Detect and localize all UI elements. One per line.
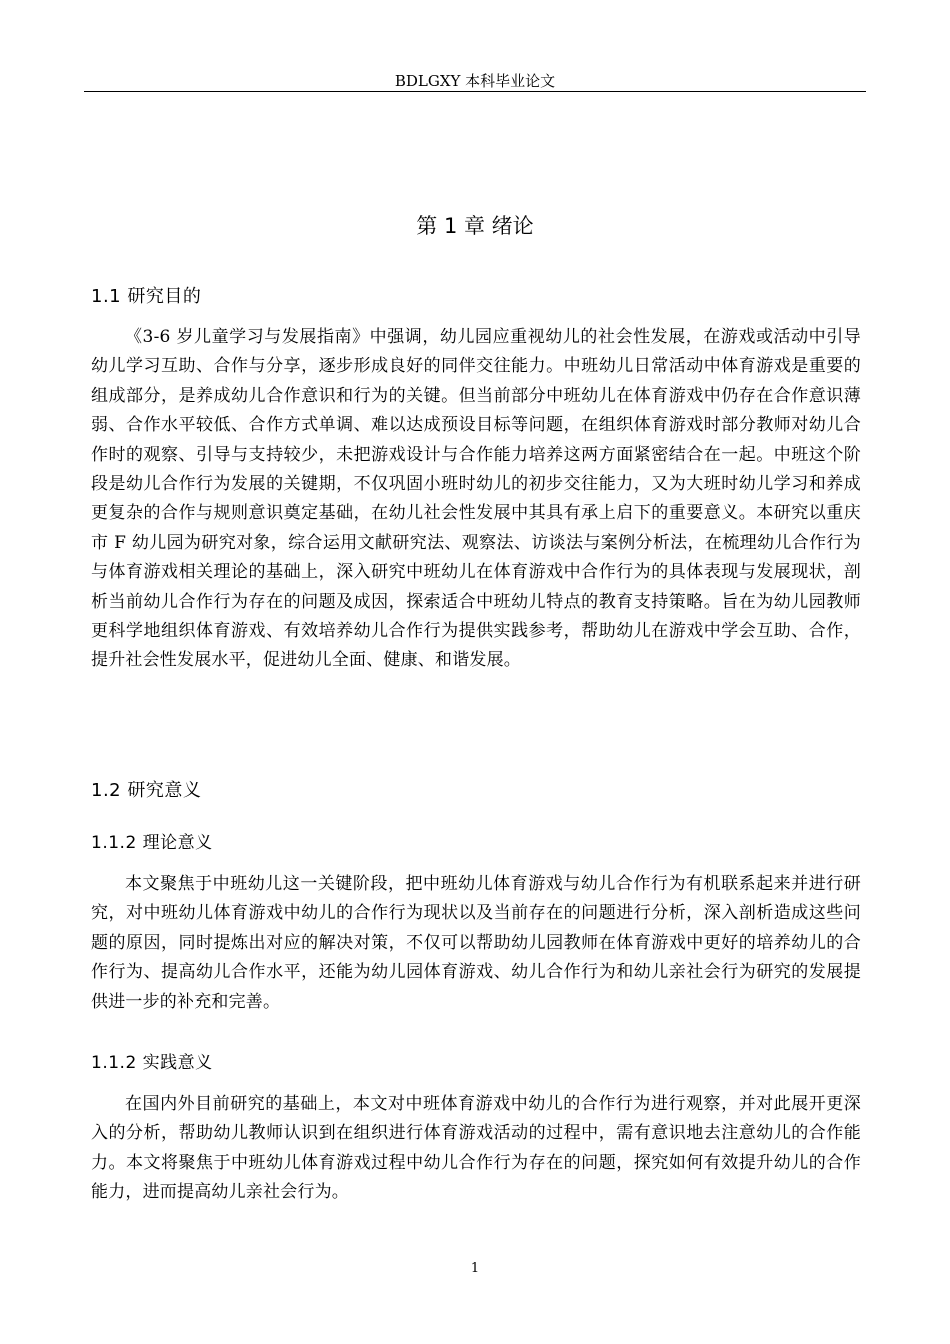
paragraph-practical-significance: 在国内外目前研究的基础上，本文对中班体育游戏中幼儿的合作行为进行观察，并对此展开更深入的分析，帮助幼儿教师认识到在组织进行体育游戏活动的过程中，需有意识地去注意幼儿的合作能力。本文将聚焦于中班幼儿体育游戏过程中幼儿合作行为存在的问题，探究如何有效提升幼儿的合作能力，进而提高幼儿亲社会行为。 <box>91 1094 861 1203</box>
subsection-heading-practical-significance: 1.1.2 实践意义 <box>91 1053 213 1073</box>
running-header: BDLGXY 本科毕业论文 <box>394 72 556 90</box>
paragraph-theoretical-significance: 本文聚焦于中班幼儿这一关键阶段，把中班幼儿体育游戏与幼儿合作行为有机联系起来并进行研究，对中班幼儿体育游戏中幼儿的合作行为现状以及当前存在的问题进行分析，深入剖析造成这些问题的原因，同时提炼出对应的解决对策，不仅可以帮助幼儿园教师在体育游戏中更好的培养幼儿的合作行为、提高幼儿合作水平，还能为幼儿园体育游戏、幼儿合作行为和幼儿亲社会行为研究的发展提供进一步的补充和完善。 <box>91 874 861 1012</box>
paragraph-research-purpose: 《3-6 岁儿童学习与发展指南》中强调，幼儿园应重视幼儿的社会性发展，在游戏或活动中引导幼儿学习互助、合作与分享，逐步形成良好的同伴交往能力。中班幼儿日常活动中体育游戏是重要的组成部分，是养成幼儿合作意识和行为的关键。但当前部分中班幼儿在体育游戏中仍存在合作意识薄弱、合作水平较低、合作方式单调、难以达成预设目标等问题，在组织体育游戏时部分教师对幼儿合作时的观察、引导与支持较少，未把游戏设计与合作能力培养这两方面紧密结合在一起。中班这个阶段是幼儿合作行为发展的关键期，不仅巩固小班时幼儿的初步交往能力，又为大班时幼儿学习和养成更复杂的合作与规则意识奠定基础，在幼儿社会性发展中其具有承上启下的重要意义。本研究以重庆市 F 幼儿园为研究对象，综合运用文献研究法、观察法、访谈法与案例分析法，在梳理幼儿合作行为与体育游戏相关理论的基础上，深入研究中班幼儿在体育游戏中合作行为的具体表现与发展现状，剖析当前幼儿合作行为存在的问题及成因，探索适合中班幼儿特点的教育支持策略。旨在为幼儿园教师更科学地组织体育游戏、有效培养幼儿合作行为提供实践参考，帮助幼儿在游戏中学会互助、合作，提升社会性发展水平，促进幼儿全面、健康、和谐发展。 <box>91 327 861 671</box>
subsection-heading-theoretical-significance: 1.1.2 理论意义 <box>91 833 213 853</box>
section-heading-research-purpose: 1.1 研究目的 <box>91 286 202 307</box>
section-heading-research-significance: 1.2 研究意义 <box>91 780 202 801</box>
header-rule <box>84 91 866 92</box>
page-number: 1 <box>470 1261 480 1276</box>
chapter-title: 第 1 章 绪论 <box>416 214 534 238</box>
